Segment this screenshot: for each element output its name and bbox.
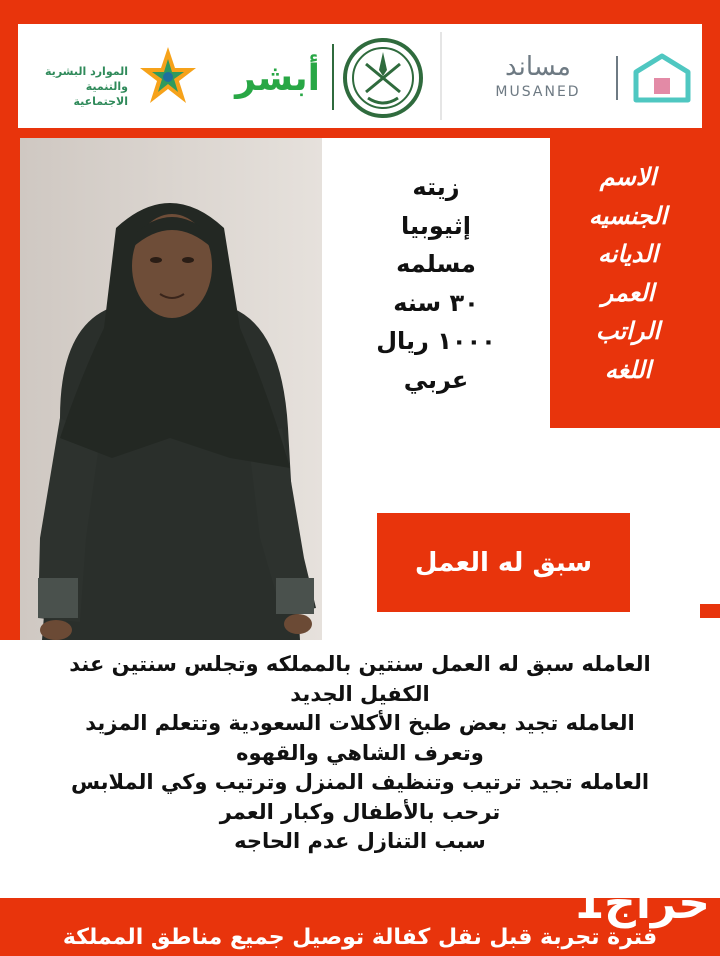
hr-ministry-logo [28, 42, 218, 112]
label-name: الاسم [599, 163, 657, 191]
experience-badge [377, 513, 630, 612]
star-icon [133, 44, 203, 110]
profile-values [322, 168, 550, 399]
value-salary: ١٠٠٠ ريال [376, 327, 496, 355]
description-text [20, 650, 700, 857]
label-language: اللغه [604, 355, 652, 384]
label-nationality: الجنسيه [588, 201, 668, 230]
label-religion: الديانه [597, 240, 659, 268]
value-religion: مسلمه [396, 250, 476, 278]
label-age: العمر [601, 278, 655, 307]
profile-labels [558, 158, 698, 389]
absher-logo [235, 34, 440, 120]
logo-bar [18, 24, 702, 128]
absher-logo-text: أبشر [235, 58, 320, 99]
footer-text: فترة تجربة قبل نقل كفالة توصيل جميع مناطق المملكة [62, 925, 658, 950]
description-line: وتعرف الشاهي والقهوه [236, 740, 484, 765]
saudi-emblem-icon [340, 36, 426, 120]
value-name: زيته [412, 173, 460, 201]
musaned-logo-arabic: مساند [505, 52, 571, 82]
experience-label: سبق له العمل [414, 547, 593, 578]
edge-marker-left [0, 604, 20, 618]
musaned-house-icon [630, 50, 694, 106]
description-line: سبب التنازل عدم الحاجه [234, 829, 486, 853]
logo-divider [440, 32, 442, 120]
description-line: العامله تجيد ترتيب وتنظيف المنزل وترتيب وكي الملابس [70, 770, 650, 794]
musaned-separator [616, 56, 618, 100]
label-salary: الراتب [595, 317, 661, 345]
description-line: ترحب بالأطفال وكبار العمر [219, 799, 501, 824]
hr-ministry-logo-text: الموارد البشرية والتنمية الاجتماعية [45, 65, 128, 108]
description-line: العامله تجيد بعض طبخ الأكلات السعودية وتتعلم المزيد [85, 711, 635, 735]
watermark-text: حراج1 [573, 878, 710, 929]
value-nationality: إثيوبيا [401, 211, 471, 240]
description-line: الكفيل الجديد [290, 681, 430, 706]
worker-photo [20, 138, 322, 640]
worker-photo-image [20, 138, 322, 640]
musaned-logo-english: MUSANED [495, 84, 581, 100]
musaned-logo [458, 38, 698, 118]
description-line: العامله سبق له العمل سنتين بالمملكه وتجلس سنتين عند [69, 652, 651, 676]
value-language: عربي [403, 365, 469, 394]
logo-separator [332, 44, 334, 110]
value-age: ٣٠ سنه [393, 288, 479, 317]
edge-marker-right [700, 604, 720, 618]
